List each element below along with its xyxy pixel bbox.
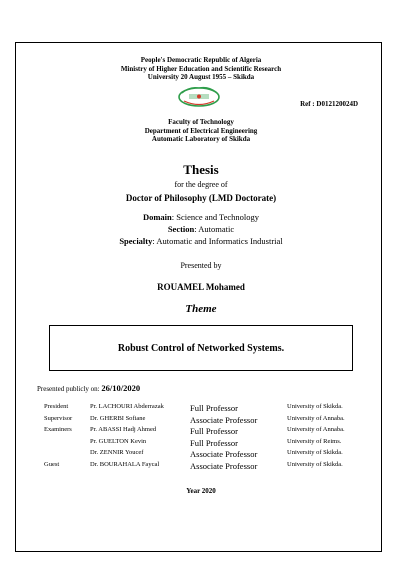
jury-name: Dr. BOURAHALA Faycal	[90, 460, 160, 468]
jury-name: Pr. GUELTON Kevin	[90, 437, 147, 445]
jury-institution: University of Skikda.	[287, 403, 343, 410]
table-row	[44, 415, 345, 427]
jury-table	[44, 403, 345, 472]
jury-rank: Full Professor	[190, 437, 238, 448]
jury-name: Pr. LACHOURI Abderrazak	[90, 403, 164, 410]
domain-line	[0, 212, 402, 222]
jury-role: Guest	[44, 460, 60, 468]
presentation-label: Presented publicly on:	[37, 385, 100, 393]
jury-institution: University of Skikda.	[287, 460, 343, 468]
thesis-title: Thesis	[183, 162, 219, 177]
section-label: Section	[167, 224, 195, 234]
domain-label: Domain	[142, 212, 172, 222]
jury-name: Dr. ZENNIR Youcef	[90, 449, 144, 456]
section-line	[0, 224, 402, 234]
domain-value: : Science and Technology	[171, 212, 260, 222]
jury-institution: University of Annaba.	[287, 426, 345, 433]
specialty-label: Specialty	[119, 236, 153, 246]
thesis-year: Year 2020	[186, 487, 216, 495]
table-row	[44, 449, 345, 461]
jury-role	[44, 449, 90, 461]
specialty-value: : Automatic and Informatics Industrial	[152, 236, 283, 246]
jury-rank: Full Professor	[190, 403, 238, 413]
author-name: ROUAMEL Mohamed	[157, 282, 245, 292]
jury-rank: Associate Professor	[190, 449, 258, 459]
degree-intro: for the degree of	[174, 180, 228, 189]
reference-number: Ref : D012120024D	[300, 100, 358, 108]
jury-institution: University of Skikda.	[287, 449, 343, 456]
degree-name: Doctor of Philosophy (LMD Doctorate)	[125, 193, 277, 203]
faculty-line: Faculty of Technology	[168, 118, 234, 126]
jury-role: Examiners	[44, 426, 72, 433]
country-line: People's Democratic Republic of Algeria	[140, 56, 262, 64]
jury-rank: Associate Professor	[190, 460, 258, 471]
jury-rank: Associate Professor	[190, 414, 258, 425]
faculty-block	[0, 118, 402, 144]
table-row	[44, 438, 345, 450]
presentation-date: 26/10/2020	[101, 383, 141, 393]
jury-role: President	[44, 403, 69, 410]
institution-header	[0, 56, 402, 82]
table-row	[44, 426, 345, 438]
ministry-line: Ministry of Higher Education and Scientific Research	[120, 64, 282, 73]
jury-role: Supervisor	[44, 414, 73, 422]
jury-role	[44, 438, 90, 450]
table-row	[44, 403, 345, 415]
presentation-date-line	[37, 383, 140, 393]
jury-institution: University of Reims.	[287, 437, 342, 445]
presented-by: Presented by	[180, 261, 222, 270]
theme-title: Robust Control of Networked Systems.	[117, 342, 285, 354]
jury-name: Dr. GHERBI Sofiane	[90, 414, 146, 422]
specialty-line	[0, 236, 402, 246]
laboratory-line: Automatic Laboratory of Skikda	[151, 135, 251, 143]
department-line: Department of Electrical Engineering	[144, 126, 258, 135]
theme-box	[49, 325, 353, 371]
jury-rank: Full Professor	[190, 426, 238, 436]
theme-label: Theme	[185, 303, 217, 315]
jury-name: Pr. ABASSI Hadj Ahmed	[90, 426, 157, 433]
university-line: University 20 August 1955 – Skikda	[147, 73, 255, 81]
jury-institution: University of Annaba.	[287, 414, 345, 422]
university-logo	[172, 84, 226, 110]
table-row	[44, 461, 345, 473]
section-value: : Automatic	[194, 224, 235, 234]
